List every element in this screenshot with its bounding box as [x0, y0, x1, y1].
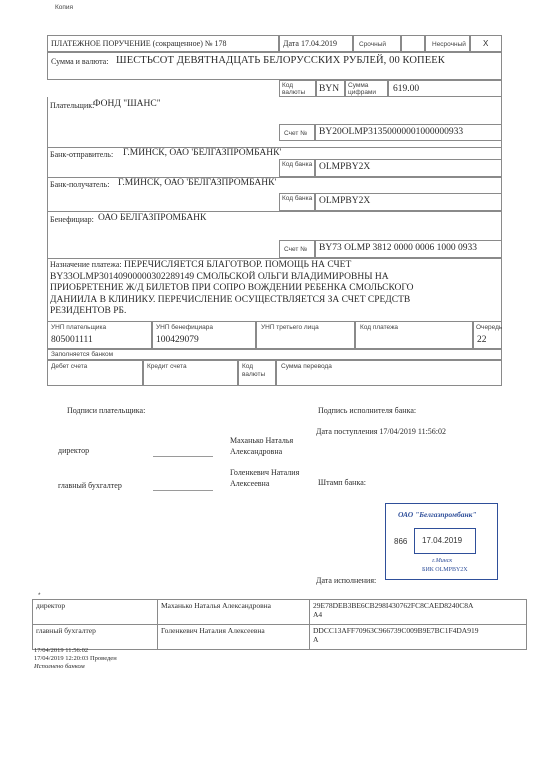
bank-stamp — [385, 503, 498, 580]
stamp-bank-name: ОАО "Белгазпромбанк" — [398, 510, 477, 519]
bank-section-header — [47, 349, 502, 360]
footer-block — [34, 647, 117, 671]
ecp-role: главный бухгалтер — [33, 625, 158, 650]
stamp-branch: 866 — [394, 537, 408, 546]
purpose-text-2: ПРИОБРЕТЕНИЕ Ж/Д БИЛЕТОВ ПРИ СОПРО ВОЖДЕНИИ РЕБЕНКА СМОЛЬСКОГО — [50, 283, 414, 293]
accountant-name-2: Алексеевна — [230, 479, 270, 488]
urgent-cell — [353, 35, 401, 52]
accountant-signature-line — [153, 490, 213, 491]
ecp-role: директор — [33, 600, 158, 625]
ecp-hash-line-1: DDCC13AFF70963C966739C009B9E7BC1F4DA919 — [313, 626, 479, 635]
doc-date: Дата 17.04.2019 — [283, 39, 337, 48]
amount-words: ШЕСТЬСОТ ДЕВЯТНАДЦАТЬ БЕЛОРУССКИХ РУБЛЕЙ, 00 КОПЕЕК — [116, 55, 445, 66]
receiver-bank-code-label: Код банка — [282, 195, 313, 202]
beneficiary-name: ОАО БЕЛГАЗПРОМБАНК — [98, 213, 207, 223]
unp-beneficiary-label: УНП бенефициара — [156, 324, 213, 331]
director-label: директор — [58, 446, 90, 455]
bank-section-label: Заполняется банком — [51, 351, 114, 358]
table-row — [33, 600, 527, 625]
bank-stamp-label: Штамп банка: — [318, 478, 366, 487]
stamp-date-box — [414, 528, 476, 554]
unp-payer-value: 805001111 — [51, 335, 93, 345]
ecp-hash-line-1: 29E78DEB3BE6CB298I430762FC8CAED8240C8A — [313, 601, 474, 610]
urgent-label: Срочный — [359, 41, 387, 48]
transfer-sum-cell — [276, 360, 502, 386]
footer-line-3: Исполнено банком — [34, 663, 85, 670]
purpose-line — [50, 259, 500, 272]
nonurgent-cell — [425, 35, 470, 52]
doc-title: ПЛАТЕЖНОЕ ПОРУЧЕНИЕ (сокращенное) № 178 — [51, 39, 227, 48]
bank-currency-label: Код валюты — [242, 363, 266, 378]
purpose-text-0: ПЕРЕЧИСЛЯЕТСЯ БЛАГОТВОР. ПОМОЩЬ НА СЧЕТ — [124, 260, 352, 270]
sender-bank-code-label: Код банка — [282, 161, 313, 168]
stamp-bik: БИК OLMPBY2X — [422, 567, 468, 573]
beneficiary-account-label: Счет № — [284, 246, 308, 253]
execution-date-label: Дата исполнения: — [316, 576, 377, 585]
payer-account-label-cell — [279, 124, 315, 141]
director-signature-line — [153, 456, 213, 457]
sum-digits-label: Сумма цифрами — [348, 82, 377, 96]
queue-cell — [473, 321, 502, 349]
payer-account-label: Счет № — [284, 130, 308, 137]
receiver-bank-code: OLMPBY2X — [319, 196, 371, 206]
doc-title-cell — [47, 35, 279, 52]
payer-signatures-label: Подписи плательщика: — [67, 406, 146, 415]
purpose-block — [50, 259, 500, 318]
beneficiary-account-label-cell — [279, 240, 315, 258]
beneficiary-account-cell — [315, 240, 502, 258]
doc-date-cell — [279, 35, 353, 52]
receipt-date: Дата поступления 17/04/2019 11:56:02 — [316, 427, 447, 436]
purpose-text-4: РЕЗИДЕНТОВ РБ. — [50, 306, 127, 316]
queue-label: Очередь — [476, 324, 503, 331]
urgent-box — [401, 35, 425, 52]
unp-payer-cell — [47, 321, 152, 349]
payer-name: ФОНД "ШАНС" — [93, 99, 161, 109]
credit-cell — [143, 360, 238, 386]
payer-label: Плательщик: — [50, 101, 95, 110]
sum-digits: 619.00 — [393, 84, 420, 94]
receiver-bank-code-label-cell — [279, 193, 315, 211]
receiver-bank-label: Банк-получатель: — [50, 180, 110, 189]
beneficiary-label: Бенефициар: — [50, 215, 94, 224]
ecp-hash — [310, 600, 527, 625]
amount-row — [47, 52, 502, 80]
ecp-hash-line-2: A4 — [313, 610, 323, 619]
nonurgent-mark: X — [483, 39, 489, 48]
unp-third-label: УНП третьего лица — [261, 324, 319, 331]
director-name-1: Маханько Наталья — [230, 436, 294, 445]
amount-label: Сумма и валюта: — [51, 57, 109, 66]
receiver-bank-code-cell — [315, 193, 502, 211]
unp-third-cell — [256, 321, 355, 349]
payment-code-cell — [355, 321, 473, 349]
sender-bank-code-cell — [315, 159, 502, 177]
purpose-label: Назначение платежа: — [50, 260, 122, 269]
bank-currency-cell — [238, 360, 276, 386]
currency-code-label-cell — [279, 80, 316, 97]
sum-digits-cell — [388, 80, 502, 97]
accountant-name-1: Голенкевич Наталия — [230, 468, 300, 477]
bank-signature-label: Подпись исполнителя банка: — [318, 406, 417, 415]
beneficiary-account: BY73 OLMP 3812 0000 0006 1000 0933 — [319, 243, 477, 253]
footer-line-2: 17/04/2019 12:20:03 Проведен — [34, 655, 117, 662]
payment-code-label: Код платежа — [360, 324, 399, 331]
sender-bank-name: Г.МИНСК, ОАО 'БЕЛГАЗПРОМБАНК' — [123, 148, 282, 158]
debit-cell — [47, 360, 143, 386]
unp-payer-label: УНП плательщика — [51, 324, 107, 331]
ecp-hash-line-2: A — [313, 635, 319, 644]
unp-beneficiary-value: 100429079 — [156, 335, 199, 345]
sender-bank-label: Банк-отправитель: — [50, 150, 114, 159]
copy-label: Копия — [55, 4, 74, 11]
transfer-sum-label: Сумма перевода — [281, 363, 332, 370]
payer-account: BY20OLMP31350000001000000933 — [319, 127, 464, 137]
unp-beneficiary-cell — [152, 321, 256, 349]
ecp-name: Маханько Наталья Александровна — [158, 600, 310, 625]
director-name-2: Александровна — [230, 447, 283, 456]
sum-digits-label-cell — [345, 80, 388, 97]
stamp-city: г.Минск — [432, 558, 453, 564]
purpose-text-3: ДАНИИЛА В КЛИНИКУ. ПЕРЕЧИСЛЕНИЕ ОСУЩЕСТВЛЯЕТСЯ ЗА СЧЕТ СРЕДСТВ — [50, 294, 411, 305]
stamp-date: 17.04.2019 — [422, 536, 463, 545]
nonurgent-box — [470, 35, 502, 52]
payer-account-cell — [315, 124, 502, 141]
currency-code: BYN — [319, 84, 340, 94]
receiver-bank-name: Г.МИНСК, ОАО 'БЕЛГАЗПРОМБАНК' — [118, 178, 277, 188]
purpose-text-1: BY33OLMP30140900000302289149 СМОЛЬСКОЙ ОЛЬГИ ВЛАДИМИРОВНЫ НА — [50, 271, 389, 282]
table-row — [33, 625, 527, 650]
star-mark: * — [38, 592, 41, 599]
sender-bank-code-label-cell — [279, 159, 315, 177]
queue-value: 22 — [477, 335, 487, 345]
nonurgent-label: Несрочный — [432, 41, 466, 48]
digital-signature-table — [32, 599, 527, 650]
sender-bank-code: OLMPBY2X — [319, 162, 371, 172]
ecp-name: Голенкевич Наталия Алексеевна — [158, 625, 310, 650]
currency-code-label: Код валюты — [282, 82, 306, 96]
debit-label: Дебет счета — [51, 363, 88, 370]
accountant-label: главный бухгалтер — [58, 481, 122, 490]
footer-line-1: 17/04/2019 11:56:02 — [34, 647, 89, 654]
currency-code-cell — [316, 80, 345, 97]
ecp-hash — [310, 625, 527, 650]
credit-label: Кредит счета — [147, 363, 187, 370]
